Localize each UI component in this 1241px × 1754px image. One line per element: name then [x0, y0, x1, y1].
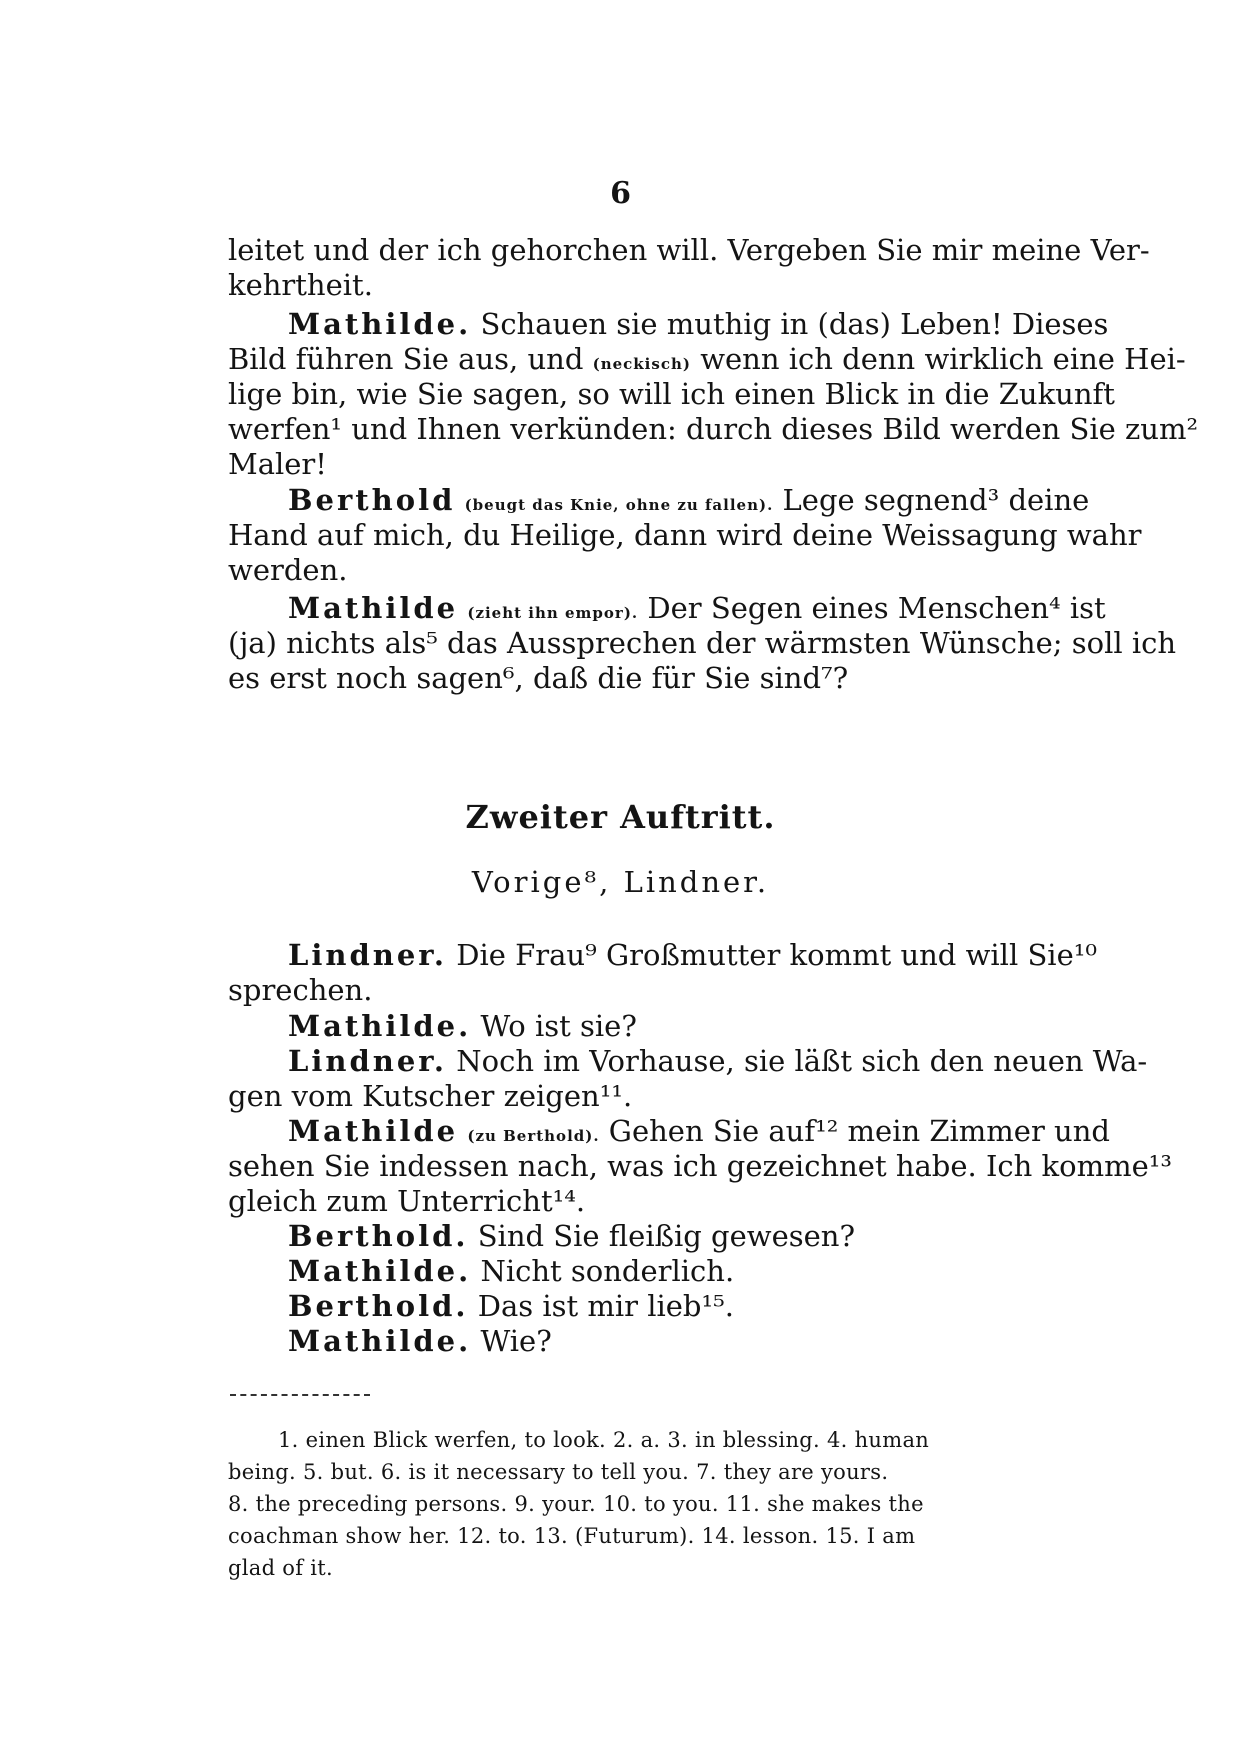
speaker-name: Mathilde	[288, 591, 459, 625]
text-line: werden.	[228, 553, 348, 587]
speaker-name: Lindner.	[288, 1044, 448, 1078]
dialogue-text: Das ist mir lieb¹⁵.	[477, 1289, 734, 1323]
speaker-name: Lindner.	[288, 938, 448, 972]
dialogue-line	[288, 1288, 1018, 1324]
text-line: sprechen.	[228, 973, 373, 1007]
speaker-name: Mathilde.	[288, 1009, 472, 1043]
text-line: gleich zum Unterricht¹⁴.	[228, 1184, 586, 1218]
dialogue-text: Die Frau⁹ Großmutter kommt und will Sie¹⁰	[456, 938, 1097, 972]
dialogue-line	[288, 306, 1109, 342]
footnote-line: glad of it.	[228, 1556, 334, 1580]
dialogue-text: Sind Sie fleißig gewesen?	[477, 1219, 855, 1253]
dialogue-text: Noch im Vorhause, sie läßt sich den neuen Wa-	[456, 1044, 1148, 1078]
speaker-name: Berthold.	[288, 1219, 469, 1253]
stage-direction: (zieht ihn empor).	[467, 604, 639, 622]
text-fragment: Bild führen Sie aus, und	[228, 342, 584, 376]
text-line: lige bin, wie Sie sagen, so will ich einen Blick in die Zukunft	[228, 377, 1115, 411]
dialogue-line	[288, 1323, 1018, 1359]
stage-direction: (zu Berthold).	[467, 1127, 600, 1145]
dialogue-line	[288, 1218, 1018, 1254]
footnote-line: 8. the preceding persons. 9. your. 10. to you. 11. she makes the	[228, 1492, 924, 1516]
footnote-separator	[230, 1394, 370, 1396]
dialogue-text: Gehen Sie auf¹² mein Zimmer und	[608, 1114, 1110, 1148]
speaker-name: Mathilde	[288, 1114, 459, 1148]
dialogue-text: Schauen sie muthig in (das) Leben! Dieses	[480, 307, 1109, 341]
text-line: (ja) nichts als⁵ das Aussprechen der wärmsten Wünsche; soll ich	[228, 626, 1177, 660]
text-line: gen vom Kutscher zeigen¹¹.	[228, 1079, 633, 1113]
text-line: sehen Sie indessen nach, was ich gezeichnet habe. Ich komme¹³	[228, 1149, 1172, 1183]
speaker-name: Mathilde.	[288, 1254, 472, 1288]
text-line: Maler!	[228, 447, 327, 481]
footnote-line: being. 5. but. 6. is it necessary to tell you. 7. they are yours.	[228, 1460, 889, 1484]
page-number: 6	[610, 176, 631, 211]
footnote-line: 1. einen Blick werfen, to look. 2. a. 3. in blessing. 4. human	[278, 1428, 930, 1452]
dialogue-text: Wo ist sie?	[480, 1009, 637, 1043]
text-line: leitet und der ich gehorchen will. Vergeben Sie mir meine Ver-	[228, 233, 1150, 267]
text-line: kehrtheit.	[228, 268, 373, 302]
dialogue-text: Nicht sonderlich.	[480, 1254, 735, 1288]
dialogue-line	[288, 1008, 1018, 1044]
dialogue-line	[288, 937, 1097, 973]
speaker-name: Mathilde.	[288, 1324, 472, 1358]
text-line: es erst noch sagen⁶, daß die für Sie sind⁷?	[228, 661, 849, 695]
dialogue-text: Lege segnend³ deine	[782, 483, 1090, 517]
dialogue-text: Wie?	[480, 1324, 552, 1358]
text-line: werfen¹ und Ihnen verkünden: durch dieses Bild werden Sie zum²	[228, 412, 1199, 446]
speaker-name: Berthold.	[288, 1289, 469, 1323]
text-fragment: wenn ich denn wirklich eine Hei-	[700, 342, 1186, 376]
footnote-line: coachman show her. 12. to. 13. (Futurum). 14. lesson. 15. I am	[228, 1524, 916, 1548]
dialogue-line	[288, 1043, 1148, 1079]
stage-direction: (neckisch)	[592, 355, 691, 373]
speaker-name: Mathilde.	[288, 307, 472, 341]
scene-heading: Zweiter Auftritt.	[465, 798, 776, 836]
dialogue-line	[288, 1253, 1018, 1289]
dialogue-text: Der Segen eines Menschen⁴ ist	[647, 591, 1106, 625]
text-line: Hand auf mich, du Heilige, dann wird deine Weissagung wahr	[228, 518, 1142, 552]
stage-direction: (beugt das Knie, ohne zu fallen).	[464, 496, 774, 514]
scene-characters: Vorige⁸, Lindner.	[471, 865, 770, 899]
speaker-name: Berthold	[288, 483, 456, 517]
